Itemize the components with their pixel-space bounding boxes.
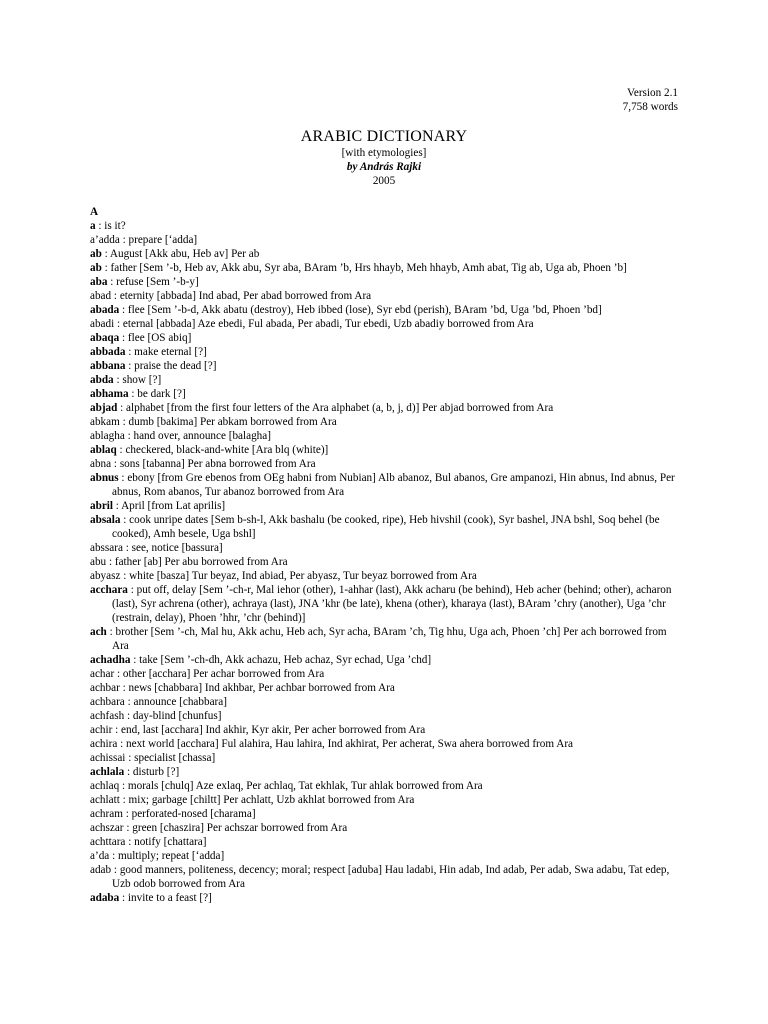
entry-definition: : checkered, black-and-white [Ara blq (white)] xyxy=(116,444,329,456)
dictionary-entry xyxy=(90,583,680,625)
dictionary-entry xyxy=(90,653,680,667)
entry-definition: : prepare [‘adda] xyxy=(119,234,198,246)
document-author: by András Rajki xyxy=(346,161,422,173)
entry-definition: : news [chabbara] Ind akhbar, Per achbar borrowed from Ara xyxy=(119,682,395,694)
entry-definition: : flee [OS abiq] xyxy=(119,332,192,344)
entry-headword: achszar xyxy=(90,822,124,834)
dictionary-entry xyxy=(90,751,680,765)
entry-headword: abnus xyxy=(90,472,119,484)
entry-definition: : invite to a feast [?] xyxy=(119,892,212,904)
dictionary-entry xyxy=(90,807,680,821)
dictionary-entry xyxy=(90,541,680,555)
entry-headword: achadha xyxy=(90,654,131,666)
dictionary-entry xyxy=(90,359,680,373)
entry-headword: acchara xyxy=(90,584,128,596)
entry-definition: : August [Akk abu, Heb av] Per ab xyxy=(101,248,260,260)
dictionary-entry xyxy=(90,863,680,891)
dictionary-entry xyxy=(90,499,680,513)
dictionary-entry xyxy=(90,345,680,359)
entry-definition: : mix; garbage [chiltt] Per achlatt, Uzb akhlat borrowed from Ara xyxy=(119,794,415,806)
entry-headword: abda xyxy=(90,374,114,386)
entry-headword: achlala xyxy=(90,766,125,778)
dictionary-entry xyxy=(90,821,680,835)
entry-headword: a xyxy=(90,220,96,232)
document-title: ARABIC DICTIONARY xyxy=(300,128,468,145)
dictionary-entry xyxy=(90,555,680,569)
entry-headword: achissai xyxy=(90,752,126,764)
dictionary-entry xyxy=(90,835,680,849)
entry-headword: abna xyxy=(90,458,112,470)
dictionary-entry xyxy=(90,723,680,737)
dictionary-entry xyxy=(90,289,680,303)
entry-headword: achram xyxy=(90,808,123,820)
dictionary-entry xyxy=(90,261,680,275)
entry-definition: : announce [chabbara] xyxy=(124,696,227,708)
entry-definition: : notify [chattara] xyxy=(125,836,207,848)
entry-headword: ach xyxy=(90,626,107,638)
entry-headword: achbar xyxy=(90,682,120,694)
entry-headword: abssara xyxy=(90,542,123,554)
entry-definition: : cook unripe dates [Sem b-sh-l, Akk bashalu (be cooked, ripe), Heb hivshil (cook), Syr bashel, JNA bshl, Soq behel (be cooked), Amh besele, Uga bshl] xyxy=(112,514,660,540)
dictionary-entry xyxy=(90,331,680,345)
entry-headword: achttara xyxy=(90,836,126,848)
entry-definition: : good manners, politeness, decency; moral; respect [aduba] Hau ladabi, Hin adab, Ind adab, Per adab, Swa adabu, Tat edep, Uzb odob borrowed from Ara xyxy=(111,864,670,890)
entry-definition: : put off, delay [Sem ’-ch-r, Mal iehor (other), 1-ahhar (last), Akk acharu (be behind), Heb acher (behind; other), acharon (last), Syr achrena (other), achraya (last), JNA ’khr (be late), khena (other), kharaya (last), BAram ’chry (another), Uga ’chr (restrain, delay), Phoen ’hhr, ’chr (behind)] xyxy=(112,584,672,624)
entry-definition: : multiply; repeat [‘adda] xyxy=(109,850,225,862)
entry-definition: : show [?] xyxy=(113,374,162,386)
entry-definition: : morals [chulq] Aze exlaq, Per achlaq, Tat ekhlak, Tur ahlak borrowed from Ara xyxy=(119,780,483,792)
entry-headword: abu xyxy=(90,556,107,568)
entry-definition: : hand over, announce [balagha] xyxy=(124,430,271,442)
entry-headword: ablaq xyxy=(90,444,117,456)
dictionary-entry xyxy=(90,457,680,471)
dictionary-entry xyxy=(90,569,680,583)
dictionary-entry xyxy=(90,387,680,401)
entry-definition: : ebony [from Gre ebenos from OEg habni from Nubian] Alb abanoz, Bul abanos, Gre ampanozi, Hin abnus, Ind abnus, Per abnus, Rom abanos, Tur abanoz borrowed from Ara xyxy=(112,472,675,498)
entry-headword: abhama xyxy=(90,388,129,400)
entry-headword: abbada xyxy=(90,346,126,358)
entry-definition: : father [Sem ’-b, Heb av, Akk abu, Syr aba, BAram ’b, Hrs hhayb, Meh hhayb, Amh abat, Tig ab, Uga ab, Phoen ’b] xyxy=(101,262,627,274)
document-subtitle: [with etymologies] xyxy=(341,147,427,159)
dictionary-entry xyxy=(90,737,680,751)
word-count: 7,758 words xyxy=(622,101,678,113)
entry-definition: : next world [acchara] Ful alahira, Hau lahira, Ind akhirat, Per acherat, Swa ahera borrowed from Ara xyxy=(117,738,574,750)
entry-headword: abbana xyxy=(90,360,126,372)
entry-headword: abjad xyxy=(90,402,118,414)
dictionary-entry xyxy=(90,765,680,779)
entry-headword: abaqa xyxy=(90,332,120,344)
entry-headword: achir xyxy=(90,724,113,736)
entry-headword: aba xyxy=(90,276,108,288)
entry-definition: : disturb [?] xyxy=(124,766,180,778)
entry-headword: achlatt xyxy=(90,794,120,806)
entry-definition: : green [chaszira] Per achszar borrowed from Ara xyxy=(123,822,348,834)
section-letter: A xyxy=(90,206,99,218)
dictionary-entry xyxy=(90,891,680,905)
entry-definition: : make eternal [?] xyxy=(125,346,207,358)
entry-headword: abyasz xyxy=(90,570,121,582)
document-year: 2005 xyxy=(372,175,396,187)
dictionary-entry xyxy=(90,429,680,443)
entry-headword: achar xyxy=(90,668,115,680)
dictionary-entry xyxy=(90,471,680,499)
dictionary-entry xyxy=(90,443,680,457)
dictionary-entry xyxy=(90,401,680,415)
entry-definition: : eternal [abbada] Aze ebedi, Ful abada, Per abadi, Tur ebedi, Uzb abadiy borrowed from Ara xyxy=(114,318,534,330)
entry-headword: a’adda xyxy=(90,234,120,246)
dictionary-entry xyxy=(90,681,680,695)
entry-definition: : end, last [acchara] Ind akhir, Kyr akir, Per acher borrowed from Ara xyxy=(112,724,426,736)
dictionary-entry xyxy=(90,247,680,261)
entry-definition: : alphabet [from the first four letters of the Ara alphabet (a, b, j, d)] Per abjad borrowed from Ara xyxy=(117,402,554,414)
entry-definition: : is it? xyxy=(95,220,126,232)
entry-definition: : day-blind [chunfus] xyxy=(124,710,222,722)
entry-headword: abril xyxy=(90,500,113,512)
dictionary-entry xyxy=(90,513,680,541)
entry-headword: ab xyxy=(90,248,102,260)
entry-headword: abada xyxy=(90,304,120,316)
entry-headword: ablagha xyxy=(90,430,125,442)
dictionary-entry xyxy=(90,233,680,247)
entry-headword: achlaq xyxy=(90,780,120,792)
entry-definition: : brother [Sem ’-ch, Mal hu, Akk achu, Heb ach, Syr acha, BAram ’ch, Tig hhu, Uga ach, Phoen ’ch] Per ach borrowed from Ara xyxy=(106,626,667,652)
entry-headword: achira xyxy=(90,738,118,750)
entry-definition: : dumb [bakima] Per abkam borrowed from Ara xyxy=(119,416,337,428)
entry-definition: : see, notice [bassura] xyxy=(122,542,223,554)
dictionary-entry xyxy=(90,695,680,709)
dictionary-entry xyxy=(90,849,680,863)
version-info xyxy=(623,86,678,114)
entry-headword: abadi xyxy=(90,318,115,330)
entry-definition: : sons [tabanna] Per abna borrowed from Ara xyxy=(111,458,316,470)
dictionary-entry xyxy=(90,415,680,429)
dictionary-entry xyxy=(90,219,680,233)
entry-headword: absala xyxy=(90,514,121,526)
entry-definition: : white [basza] Tur beyaz, Ind abiad, Per abyasz, Tur beyaz borrowed from Ara xyxy=(120,570,477,582)
entry-headword: ab xyxy=(90,262,102,274)
dictionary-entry xyxy=(90,373,680,387)
entry-definition: : take [Sem ’-ch-dh, Akk achazu, Heb achaz, Syr echad, Uga ’chd] xyxy=(130,654,432,666)
entry-definition: : perforated-nosed [charama] xyxy=(122,808,256,820)
dictionary-entry xyxy=(90,275,680,289)
entry-definition: : praise the dead [?] xyxy=(125,360,217,372)
entry-headword: achbara xyxy=(90,696,125,708)
dictionary-entry xyxy=(90,709,680,723)
dictionary-entry xyxy=(90,667,680,681)
version-label: Version 2.1 xyxy=(627,87,678,99)
dictionary-entry xyxy=(90,317,680,331)
entry-headword: abkam xyxy=(90,416,120,428)
entry-definition: : be dark [?] xyxy=(128,388,186,400)
dictionary-entries xyxy=(90,205,680,905)
title-block xyxy=(0,128,768,188)
entry-definition: : father [ab] Per abu borrowed from Ara xyxy=(106,556,288,568)
entry-definition: : specialist [chassa] xyxy=(125,752,216,764)
dictionary-entry xyxy=(90,793,680,807)
entry-headword: abad xyxy=(90,290,112,302)
entry-headword: adab xyxy=(90,864,112,876)
entry-definition: : flee [Sem ’-b-d, Akk abatu (destroy), Heb ibbed (lose), Syr ebd (perish), BAram ’bd, Uga ’bd, Phoen ’bd] xyxy=(119,304,602,316)
entry-headword: achfash xyxy=(90,710,125,722)
dictionary-entry xyxy=(90,779,680,793)
dictionary-entry xyxy=(90,303,680,317)
entry-headword: adaba xyxy=(90,892,120,904)
entry-definition: : other [acchara] Per achar borrowed from Ara xyxy=(114,668,325,680)
entry-definition: : refuse [Sem ’-b-y] xyxy=(107,276,199,288)
dictionary-entry xyxy=(90,625,680,653)
entry-definition: : April [from Lat aprilis] xyxy=(113,500,226,512)
entry-definition: : eternity [abbada] Ind abad, Per abad borrowed from Ara xyxy=(111,290,372,302)
entry-headword: a’da xyxy=(90,850,110,862)
